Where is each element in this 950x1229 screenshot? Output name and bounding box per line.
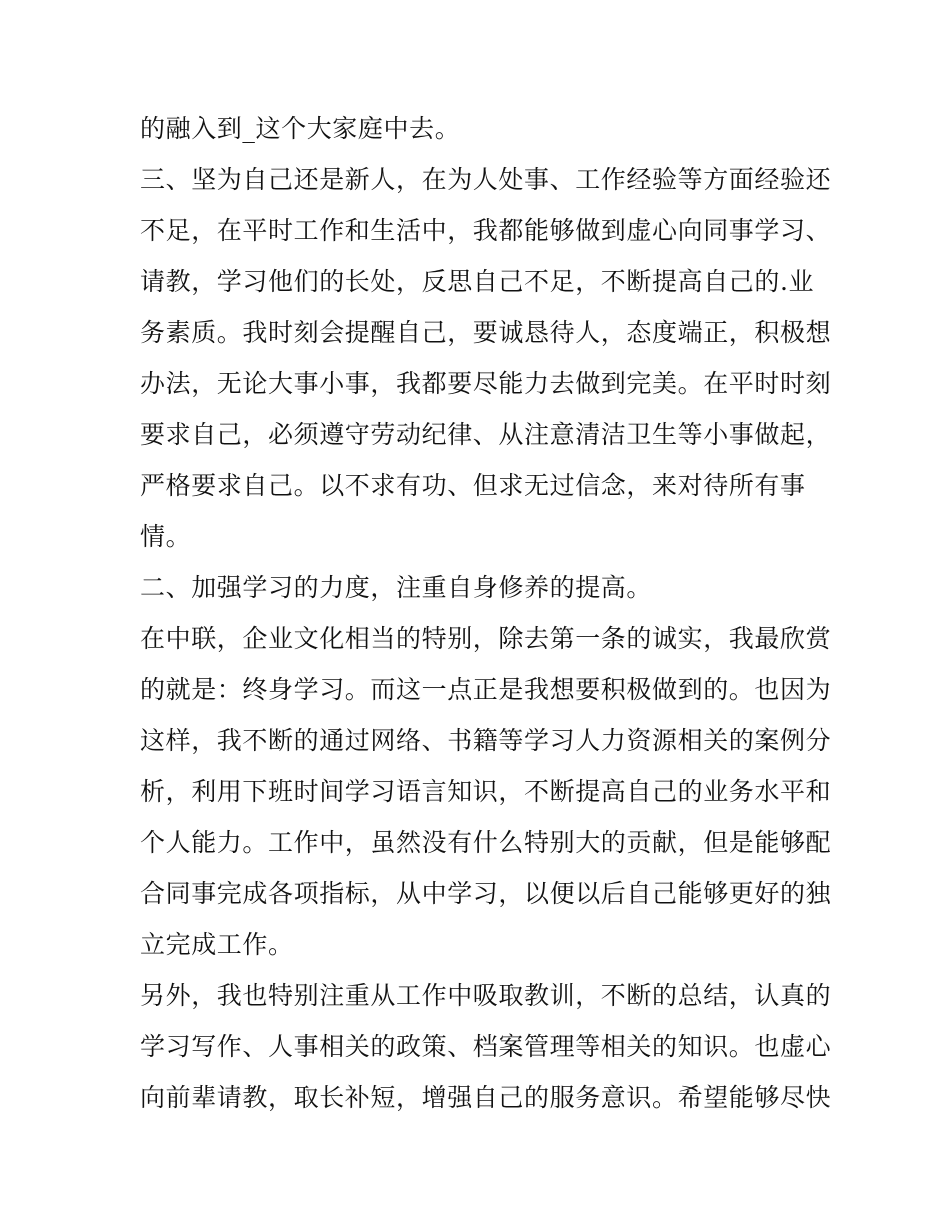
section-heading-line: 二、加强学习的力度，注重自身修养的提高。 (140, 573, 653, 602)
text-line: 的就是：终身学习。而这一点正是我想要积极做到的。也因为 (140, 675, 832, 704)
text-line: 要求自己，必须遵守劳动纪律、从注意清洁卫生等小事做起， (140, 420, 832, 449)
text-line: 学习写作、人事相关的政策、档案管理等相关的知识。也虚心 (140, 1032, 832, 1061)
text-line: 不足，在平时工作和生活中，我都能够做到虚心向同事学习、 (140, 216, 832, 245)
text-line: 请教，学习他们的长处，反思自己不足，不断提高自己的.业 (140, 267, 815, 296)
text-line: 务素质。我时刻会提醒自己，要诚恳待人，态度端正，积极想 (140, 318, 832, 347)
document-body (140, 103, 832, 1123)
section-heading-line: 三、坚为自己还是新人，在为人处事、工作经验等方面经验还 (140, 165, 832, 194)
text-line: 情。 (140, 522, 192, 551)
text-line: 立完成工作。 (140, 930, 294, 959)
text-line: 合同事完成各项指标，从中学习，以便以后自己能够更好的独 (140, 879, 832, 908)
text-line: 向前辈请教，取长补短，增强自己的服务意识。希望能够尽快 (140, 1083, 832, 1112)
text-line: 办法，无论大事小事，我都要尽能力去做到完美。在平时时刻 (140, 369, 832, 398)
text-line: 个人能力。工作中，虽然没有什么特别大的贡献，但是能够配 (140, 828, 832, 857)
text-line: 严格要求自己。以不求有功、但求无过信念，来对待所有事 (140, 471, 806, 500)
text-line: 在中联，企业文化相当的特别，除去第一条的诚实，我最欣赏 (140, 624, 832, 653)
text-line: 另外，我也特别注重从工作中吸取教训，不断的总结，认真的 (140, 981, 832, 1010)
text-line: 析，利用下班时间学习语言知识，不断提高自己的业务水平和 (140, 777, 832, 806)
text-line: 的融入到_这个大家庭中去。 (140, 114, 461, 143)
text-line: 这样，我不断的通过网络、书籍等学习人力资源相关的案例分 (140, 726, 832, 755)
